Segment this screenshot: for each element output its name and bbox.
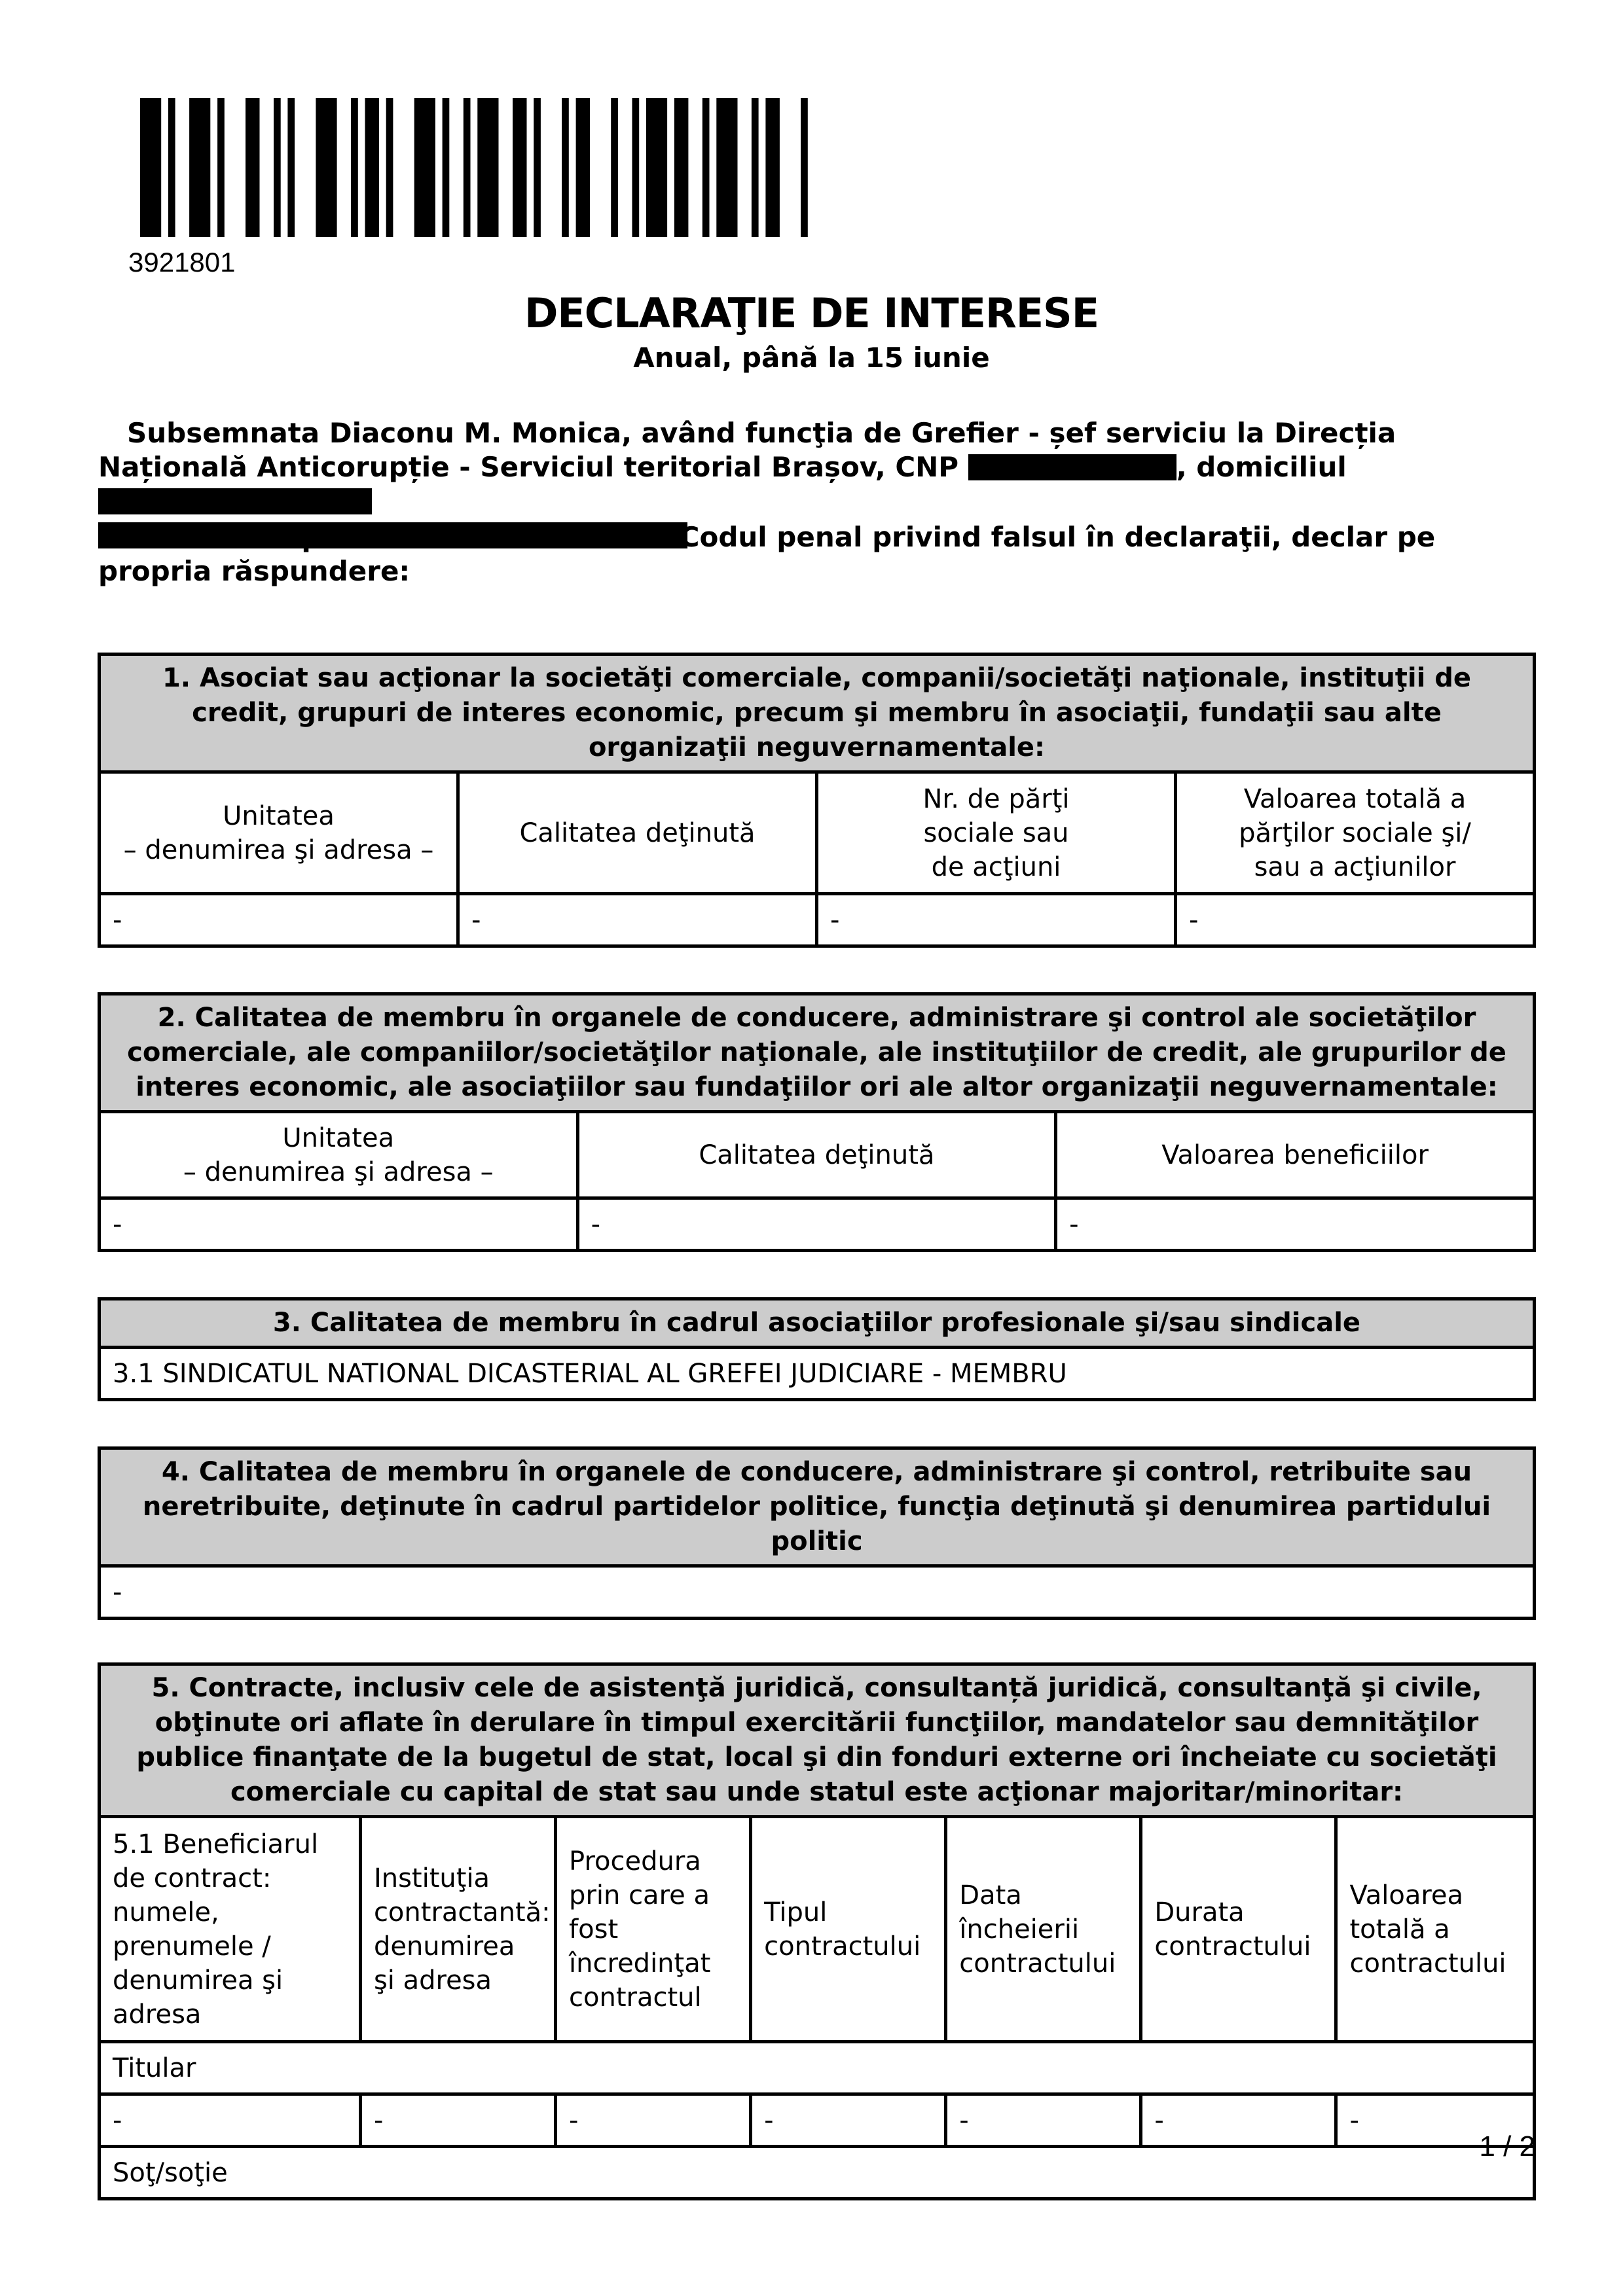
- column-header-benefits: Valoarea beneficiilor: [1056, 1112, 1535, 1198]
- redacted-address-1: [98, 488, 372, 514]
- responsibility-statement: [98, 520, 1525, 588]
- barcode-bar: [287, 98, 295, 237]
- column-header-duration: Durata contractului: [1141, 1817, 1336, 2042]
- column-header-total-value: Valoarea totală a contractului: [1336, 1817, 1535, 2042]
- redacted-cnp: [968, 454, 1176, 480]
- barcode-bar: [316, 98, 337, 237]
- barcode-bar: [716, 98, 737, 237]
- section-5-title: 5. Contracte, inclusiv cele de asistenţă juridică, consultanță juridică, consultanţă şi civile, obţinute ori aflate în derulare în timpul exercitării funcţiilor, mandatelor sau demnităţilor publice finanţate de la bugetul de stat, local şi din fonduri externe ori încheiate cu societăţi comerciale cu capital de stat sau unde statul este acţionar majoritar/minoritar:: [100, 1664, 1535, 1817]
- section-4-title: 4. Calitatea de membru în organele de conducere, administrare şi control, retribuite sau neretribuite, deţinute în cadrul partidelor politice, funcţia deţinută şi denumirea partidului politic: [100, 1448, 1535, 1566]
- table-cell: -: [556, 2094, 751, 2147]
- barcode-bar: [752, 98, 759, 237]
- barcode-bar: [534, 98, 541, 237]
- barcode-bar: [632, 98, 640, 237]
- table-cell: -: [1056, 1198, 1535, 1251]
- section-2-table: [98, 992, 1536, 1252]
- barcode-bar: [168, 98, 175, 237]
- column-header-contracting-institution: Instituţia contractantă: denumirea şi adresa: [360, 1817, 555, 2042]
- barcode-bar: [351, 98, 358, 237]
- section-3-entry: 3.1 SINDICATUL NATIONAL DICASTERIAL AL GREFEI JUDICIARE - MEMBRU: [100, 1348, 1535, 1400]
- barcode-bar: [274, 98, 281, 237]
- table-cell: -: [946, 2094, 1141, 2147]
- column-header-shares-count: Nr. de părţi sociale sau de acţiuni: [817, 772, 1176, 894]
- column-header-unit: Unitatea – denumirea şi adresa –: [100, 1112, 578, 1198]
- barcode-bar: [246, 98, 260, 237]
- barcode: [140, 98, 880, 237]
- barcode-bar: [140, 98, 161, 237]
- table-cell: -: [360, 2094, 555, 2147]
- barcode-bar: [443, 98, 450, 237]
- responsibility-statement-text: cunoscând prevederile art. 292 din Codul penal privind falsul în declaraţii, declar pe propria răspundere:: [98, 521, 1436, 587]
- document-subtitle: Anual, până la 15 iunie: [633, 342, 990, 374]
- section-1-table: [98, 653, 1536, 948]
- table-cell: -: [100, 1198, 578, 1251]
- barcode-bar: [414, 98, 435, 237]
- column-header-contract-date: Data încheierii contractului: [946, 1817, 1141, 2042]
- section-5-table: [98, 1662, 1536, 2200]
- section-2-title: 2. Calitatea de membru în organele de conducere, administrare şi control ale societăţilor comerciale, ale companiilor/societăţilor naţionale, ale instituţiilor de credit, ale grupurilor de interes economic, ale asociaţiilor sau fundaţiilor ori ale altor organizaţii neguvernamentale:: [100, 994, 1535, 1112]
- table-cell: -: [1176, 894, 1535, 946]
- section-3-table: [98, 1297, 1536, 1401]
- column-header-role: Calitatea deţinută: [458, 772, 817, 894]
- barcode-bar: [674, 98, 689, 237]
- section-3-title: 3. Calitatea de membru în cadrul asociaţiilor profesionale şi/sau sindicale: [100, 1299, 1535, 1348]
- column-header-role: Calitatea deţinută: [577, 1112, 1056, 1198]
- column-header-contract-type: Tipul contractului: [751, 1817, 946, 2042]
- table-cell: -: [100, 2094, 361, 2147]
- table-cell: -: [817, 894, 1176, 946]
- column-header-procedure: Procedura prin care a fost încredinţat contractul: [556, 1817, 751, 2042]
- barcode-bar: [765, 98, 780, 237]
- column-header-unit: Unitatea – denumirea şi adresa –: [100, 772, 458, 894]
- table-cell: -: [1336, 2094, 1535, 2147]
- table-cell: -: [1141, 2094, 1336, 2147]
- section-1-title: 1. Asociat sau acţionar la societăţi comerciale, companii/societăţi naţionale, instituţii de credit, grupuri de interes economic, precum şi membru în asociaţii, fundaţii sau alte organizaţii neguvernamentale:: [100, 655, 1535, 772]
- document-title: DECLARAŢIE DE INTERESE: [524, 289, 1099, 337]
- barcode-bar: [464, 98, 471, 237]
- barcode-bar: [365, 98, 380, 237]
- barcode-bar: [576, 98, 591, 237]
- table-cell: -: [577, 1198, 1056, 1251]
- table-cell: -: [458, 894, 817, 946]
- domicile-label: , domiciliul: [1176, 451, 1347, 483]
- barcode-bar: [386, 98, 393, 237]
- section-4-entry: -: [100, 1566, 1535, 1619]
- section-4-table: [98, 1446, 1536, 1620]
- barcode-bar: [702, 98, 710, 237]
- barcode-bar: [217, 98, 225, 237]
- table-cell: -: [100, 894, 458, 946]
- declarant-statement-text: Subsemnata Diaconu M. Monica, având funcţia de Grefier - șef serviciu la Direcția Națională Anticorupție - Serviciul teritorial Brașov, CNP: [98, 417, 1396, 483]
- spouse-label: Soţ/soţie: [100, 2147, 1535, 2199]
- table-cell: -: [751, 2094, 946, 2147]
- column-header-shares-value: Valoarea totală a părţilor sociale şi/ sau a acţiunilor: [1176, 772, 1535, 894]
- barcode-bar: [562, 98, 569, 237]
- barcode-bar: [611, 98, 618, 237]
- barcode-number: 3921801: [128, 247, 236, 278]
- barcode-bar: [513, 98, 527, 237]
- barcode-bar: [646, 98, 667, 237]
- page-number: 1 / 2: [1479, 2130, 1535, 2162]
- barcode-bar: [801, 98, 808, 237]
- titular-label: Titular: [100, 2042, 1535, 2094]
- barcode-bar: [477, 98, 498, 237]
- barcode-bar: [189, 98, 210, 237]
- column-header-beneficiary: 5.1 Beneficiarul de contract: numele, prenumele / denumirea şi adresa: [100, 1817, 361, 2042]
